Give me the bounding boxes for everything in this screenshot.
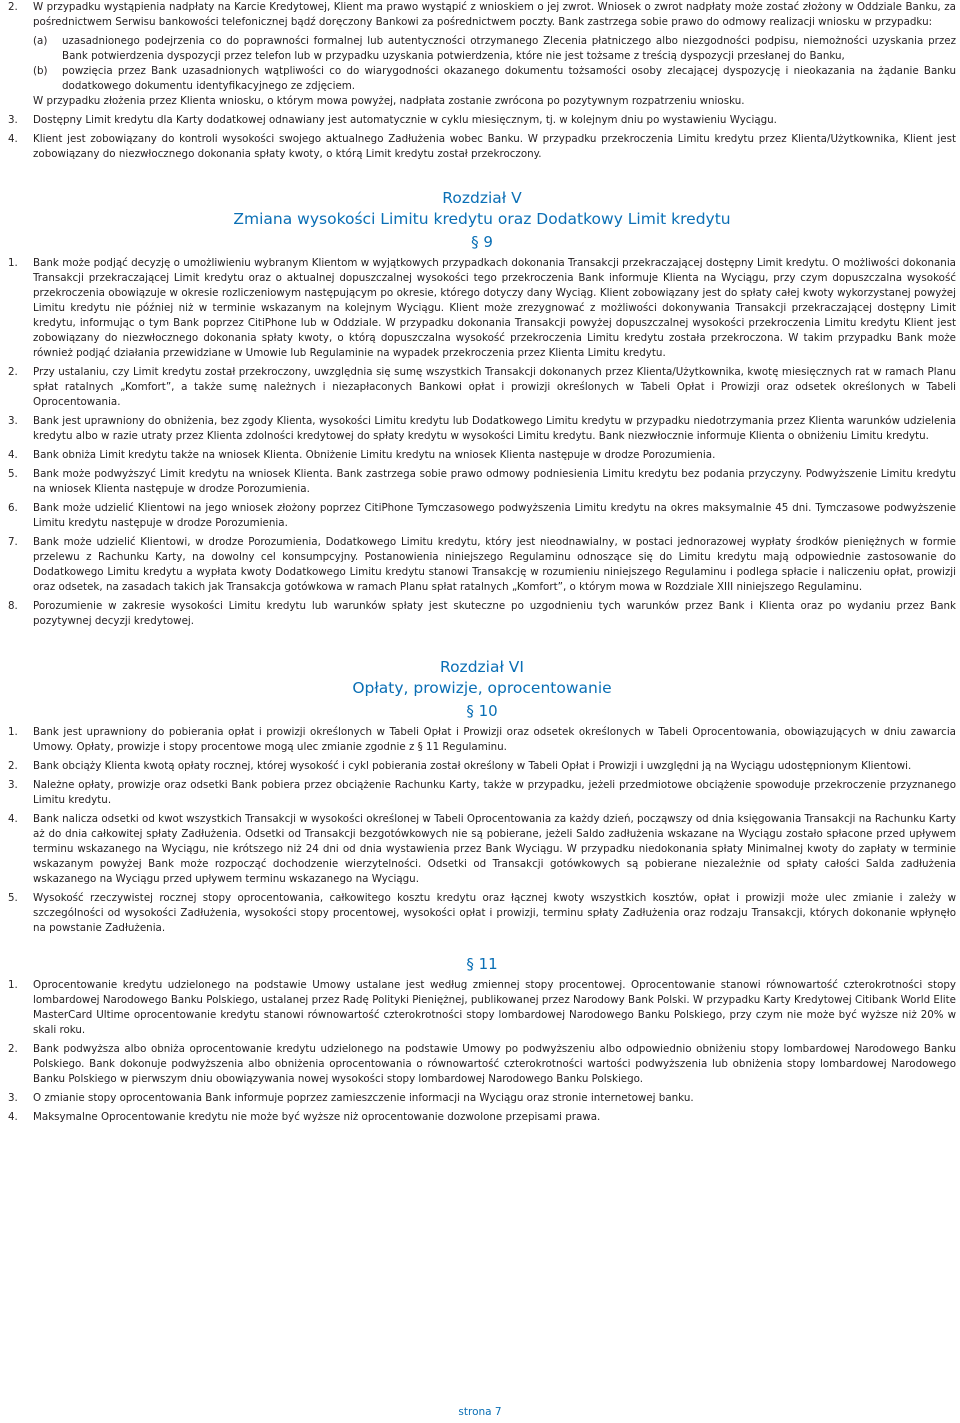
- paragraph-text: Oprocentowanie kredytu udzielonego na podstawie Umowy ustalane jest według zmiennej stopy procentowej. Oprocentowanie stanowi równowartość czterokrotności stopy lombardowej Narodowego Banku Polskiego, ustalanej przez Radę Polityki Pieniężnej, publikowanej przez Narodowy Bank Polski. W przypadku Karty Kredytowej Citibank World Elite MasterCard Ultime oprocentowanie kredytu stanowi równowartość czterokrotności stopy lombardowej Narodowego Banku Polskiego, przy czym nie może być wyższe niż 20% w skali roku.: [33, 979, 956, 1036]
- paragraph-text: Bank nalicza odsetki od kwot wszystkich Transakcji w wysokości określonej w Tabeli Oprocentowania za każdy dzień, począwszy od dnia księgowania Transakcji na Rachunku Karty aż do dnia całkowitej spłaty Zadłużenia. Odsetki od Transakcji bezgotówkowych nie są pobierane, jeżeli Saldo zadłużenia wskazane na Wyciągu zostało spłacone przed upływem terminu wskazanego na Wyciągu, nie krótszego niż 24 dni od dnia wystawienia przez Bank Wyciągu. W przypadku niedokonania spłaty Minimalnej kwoty do zapłaty w terminie wskazanym powyżej Bank może rozpocząć dochodzenie wierzytelności. Odsetki od Transakcji gotówkowych są pobierane niezależnie od spłaty całości Salda zadłużenia wskazanego na Wyciągu przed upływem terminu wskazanego na Wyciągu.: [33, 813, 956, 885]
- chapter5-items: [8, 256, 956, 629]
- paragraph-text: Klient jest zobowiązany do kontroli wysokości swojego aktualnego Zadłużenia wobec Banku. W przypadku przekroczenia Limitu kredytu przez Klienta/Użytkownika, Klient jest zobowiązany do niezwłocznego dokonania spłaty kwoty, o którą Limit kredytu został przekroczony.: [33, 133, 956, 160]
- section-heading: § 11: [466, 955, 498, 973]
- section-heading: § 9: [471, 233, 493, 251]
- paragraph-item: [8, 1042, 956, 1087]
- paragraph-text: Bank obciąży Klienta kwotą opłaty rocznej, której wysokość i cykl pobierania został określony w Tabeli Opłat i Prowizji i uwzględni ją na Wyciągu udostępnionym Klientowi.: [33, 760, 912, 772]
- chapter-heading: [8, 657, 956, 699]
- sub-item-label: (a): [33, 35, 48, 47]
- section-heading: § 10: [466, 702, 498, 720]
- item-number: 4.: [8, 449, 18, 461]
- paragraph-item: [8, 256, 956, 361]
- paragraph-text: Bank może podjąć decyzję o umożliwieniu wybranym Klientom w wyjątkowych przypadkach dokonania Transakcji przekraczającej dostępny Limit kredytu. O możliwości dokonania Transakcji przekraczającej Limit kredytu oraz o aktualnej dopuszczalnej wysokości tego przekroczenia Bank informuje Klienta na Wyciągu, przy czym dopuszczalna wysokość przekroczenia obowiązuje w okresie rozliczeniowym następującym po okresie, którego dotyczy dany Wyciąg. Klient zobowiązany jest do spłaty całej kwoty wykorzystanej powyżej Limitu kredytu nie później niż w terminie wskazanym na kolejnym Wyciągu. Klient może zrezygnować z możliwości dokonywania Transakcji przekraczającej dostępny Limit kredytu, informując o tym Bank poprzez CitiPhone lub w Oddziale. W przypadku dokonania Transakcji powyżej dopuszczalnej wysokości przekroczenia Limitu kredytu Klient jest zobowiązany do niezwłocznego dokonania spłaty kwoty, o którą dopuszczalna wysokość przekroczenia Limitu kredytu została przekroczona. W takim przypadku Bank może również podjąć działania przewidziane w Umowie lub Regulaminie na wypadek przekroczenia przez Klienta Limitu kredytu.: [33, 257, 956, 359]
- sub-item-text: powzięcia przez Bank uzasadnionych wątpliwości co do wiarygodności okazanego dokumentu tożsamości osoby zlecającej dyspozycję i nieokazania na żądanie Banku dodatkowego dokumentu identyfikacyjnego ze zdjęciem.: [62, 65, 956, 92]
- item-number: 3.: [8, 779, 18, 791]
- chapter-subtitle: Opłaty, prowizje, oprocentowanie: [352, 679, 612, 697]
- chapter-heading: [8, 188, 956, 230]
- item-number: 5.: [8, 892, 18, 904]
- item-number: 2.: [8, 1, 18, 13]
- paragraph-item: [8, 448, 956, 463]
- paragraph-text: Wysokość rzeczywistej rocznej stopy oprocentowania, całkowitego kosztu kredytu oraz łącznej kwoty wszystkich kosztów, opłat i prowizji może ulec zmianie i zależy w szczególności od wysokości Zadłużenia, wysokości stopy procentowej, wysokości opłat i prowizji, terminu spłaty Zadłużenia oraz rodzaju Transakcji, których dokonanie wpłynęło na powstanie Zadłużenia.: [33, 892, 956, 934]
- paragraph-text: Bank może podwyższyć Limit kredytu na wniosek Klienta. Bank zastrzega sobie prawo odmowy podniesienia Limitu kredytu bez podania przyczyny. Podwyższenie Limitu kredytu na wniosek Klienta następuje w drodze Porozumienia.: [33, 468, 956, 495]
- item-number: 4.: [8, 1111, 18, 1123]
- item-number: 8.: [8, 600, 18, 612]
- paragraph-item: [8, 501, 956, 531]
- item-number: 2.: [8, 1043, 18, 1055]
- paragraph-text: Bank może udzielić Klientowi na jego wniosek złożony poprzez CitiPhone Tymczasowego podwyższenia Limitu kredytu na okres maksymalnie 45 dni. Tymczasowe podwyższenie Limitu kredytu następuje w drodze Porozumienia.: [33, 502, 956, 529]
- item-number: 1.: [8, 257, 18, 269]
- paragraph-text: Przy ustalaniu, czy Limit kredytu został przekroczony, uwzględnia się sumę wszystkich Transakcji dokonanych przez Klienta/Użytkownika, kwotę miesięcznych rat w ramach Planu spłat ratalnych „Komfort”, a także sumę należnych i niezapłaconych Bankowi opłat i prowizji określonych w Tabeli Opłat i Prowizji oraz odsetek określonych w Tabeli Oprocentowania.: [33, 366, 956, 408]
- paragraph-text: Dostępny Limit kredytu dla Karty dodatkowej odnawiany jest automatycznie w cyklu miesięcznym, tj. w kolejnym dniu po wystawieniu Wyciągu.: [33, 114, 777, 126]
- paragraph-item: [8, 132, 956, 162]
- page-number: strona 7: [458, 1406, 502, 1418]
- paragraph-item: [8, 1091, 956, 1106]
- sub-item: [33, 34, 956, 64]
- item-number: 2.: [8, 760, 18, 772]
- item-number: 3.: [8, 114, 18, 126]
- sub-item-text: uzasadnionego podejrzenia co do poprawności formalnej lub autentyczności otrzymanego Zlecenia płatniczego albo niezgodności podpisu, niemożności uzyskania przez Bank potwierdzenia dyspozycji przez telefon lub w przypadku uzyskania potwierdzenia, które nie jest tożsame z treścią dyspozycji przesłanej do Banku,: [62, 35, 956, 62]
- paragraph-text: Bank podwyższa albo obniża oprocentowanie kredytu udzielonego na podstawie Umowy po podwyższeniu albo odpowiednio obniżeniu stopy lombardowej Narodowego Banku Polskiego. Bank dokonuje podwyższenia albo obniżenia oprocentowania o równowartość czterokrotności wartości podwyższenia lub obniżenia stopy lombardowej Narodowego Banku Polskiego w pierwszym dniu obowiązywania nowej wysokości stopy lombardowej Narodowego Banku Polskiego.: [33, 1043, 956, 1085]
- item-number: 3.: [8, 1092, 18, 1104]
- paragraph-text: W przypadku wystąpienia nadpłaty na Karcie Kredytowej, Klient ma prawo wystąpić z wnioskiem o jej zwrot. Wniosek o zwrot nadpłaty może zostać złożony w Oddziale Banku, za pośrednictwem Serwisu bankowości telefonicznej bądź doręczony Bankowi za pośrednictwem poczty. Bank zastrzega sobie prawo do odmowy realizacji wniosku w przypadku:: [33, 1, 956, 28]
- paragraph-text: Bank jest uprawniony do obniżenia, bez zgody Klienta, wysokości Limitu kredytu lub Dodatkowego Limitu kredytu w przypadku niedotrzymania przez Klienta warunków udzielenia kredytu albo w razie utraty przez Klienta zdolności kredytowej do spłaty kredytu w wysokości Limitu kredytu. Bank niezwłocznie informuje Klienta o obniżeniu Limitu kredytu.: [33, 415, 956, 442]
- sub-item-label: (b): [33, 65, 48, 77]
- item-number: 7.: [8, 536, 18, 548]
- chapter-title: Rozdział VI: [440, 658, 524, 676]
- paragraph-item: [8, 812, 956, 887]
- paragraph-item: [8, 725, 956, 755]
- paragraph-text: W przypadku złożenia przez Klienta wniosku, o którym mowa powyżej, nadpłata zostanie zwrócona po pozytywnym rozpatrzeniu wniosku.: [33, 95, 745, 107]
- section10-items: [8, 725, 956, 936]
- paragraph-item: [8, 0, 956, 109]
- paragraph-item: [8, 535, 956, 595]
- paragraph-text: Bank może udzielić Klientowi, w drodze Porozumienia, Dodatkowego Limitu kredytu, który jest nieodnawialny, w postaci jednorazowej wypłaty środków pieniężnych w formie przelewu z Rachunku Karty, na dowolny cel konsumpcyjny. Postanowienia niniejszego Regulaminu odnoszące się do Limitu kredytu mają odpowiednie zastosowanie do Dodatkowego Limitu kredytu a wypłata kwoty Dodatkowego Limitu kredytu stanowi Transakcję w rozumieniu niniejszego Regulaminu i podlega spłacie i naliczeniu opłat, prowizji oraz odsetek, na zasadach takich jak Transakcja gotówkowa w ramach Planu spłat ratalnych „Komfort”, o którym mowa w Rozdziale XIII niniejszego Regulaminu.: [33, 536, 956, 593]
- paragraph-item: [8, 759, 956, 774]
- sub-item: [33, 64, 956, 94]
- paragraph-text: Porozumienie w zakresie wysokości Limitu kredytu lub warunków spłaty jest skuteczne po uzgodnieniu tych warunków przez Bank i Klienta oraz po wydaniu przez Bank pozytywnej decyzji kredytowej.: [33, 600, 956, 627]
- item-number: 4.: [8, 133, 18, 145]
- paragraph-text: O zmianie stopy oprocentowania Bank informuje poprzez zamieszczenie informacji na Wyciągu oraz stronie internetowej banku.: [33, 1092, 694, 1104]
- paragraph-item: [8, 1110, 956, 1125]
- item-number: 5.: [8, 468, 18, 480]
- paragraph-item: [8, 414, 956, 444]
- item-number: 3.: [8, 415, 18, 427]
- paragraph-text: Bank jest uprawniony do pobierania opłat i prowizji określonych w Tabeli Opłat i Prowizji oraz odsetek określonych w Tabeli Oprocentowania, obowiązujących w dniu zawarcia Umowy. Opłaty, prowizje i stopy procentowe mogą ulec zmianie zgodnie z § 11 Regulaminu.: [33, 726, 956, 753]
- item-number: 6.: [8, 502, 18, 514]
- item-number: 2.: [8, 366, 18, 378]
- chapter-title: Rozdział V: [442, 189, 522, 207]
- item-number: 1.: [8, 979, 18, 991]
- paragraph-text: Maksymalne Oprocentowanie kredytu nie może być wyższe niż oprocentowanie dozwolone przepisami prawa.: [33, 1111, 601, 1123]
- paragraph-item: [8, 365, 956, 410]
- paragraph-text: Należne opłaty, prowizje oraz odsetki Bank pobiera przez obciążenie Rachunku Karty, także w przypadku, jeżeli przedmiotowe obciążenie spowoduje przekroczenie przyznanego Limitu kredytu.: [33, 779, 956, 806]
- paragraph-item: [8, 599, 956, 629]
- paragraph-item: [8, 467, 956, 497]
- paragraph-item: [8, 978, 956, 1038]
- paragraph-item: [8, 113, 956, 128]
- paragraph-item: [8, 891, 956, 936]
- item-number: 4.: [8, 813, 18, 825]
- paragraph-text: Bank obniża Limit kredytu także na wniosek Klienta. Obniżenie Limitu kredytu na wniosek Klienta następuje w drodze Porozumienia.: [33, 449, 716, 461]
- section11-items: [8, 978, 956, 1125]
- chapter-subtitle: Zmiana wysokości Limitu kredytu oraz Dodatkowy Limit kredytu: [233, 210, 731, 228]
- paragraph-item: [8, 778, 956, 808]
- item-number: 1.: [8, 726, 18, 738]
